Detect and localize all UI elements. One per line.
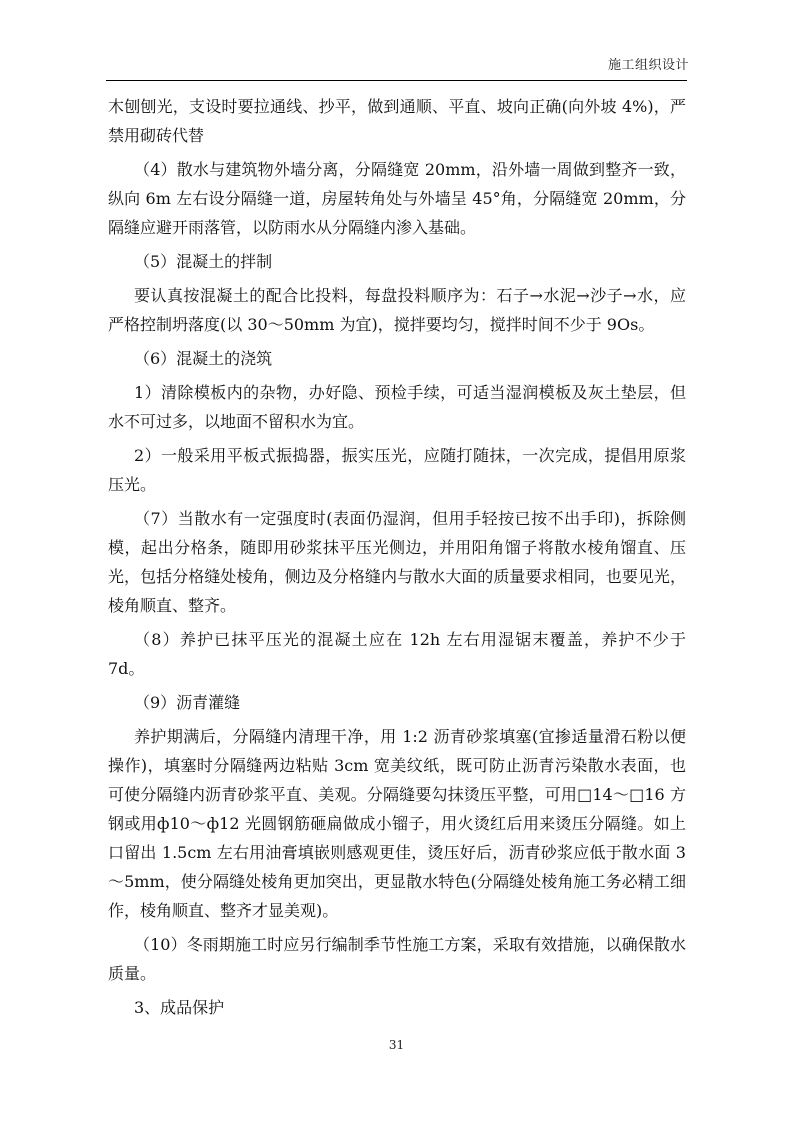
paragraph: 2）一般采用平板式振捣器，振实压光，应随打随抹，一次完成，提倡用原浆压光。 (108, 446, 686, 494)
section-heading: 3、成品保护 (134, 998, 225, 1017)
paragraph: 1）清除模板内的杂物，办好隐、预检手续，可适当湿润模板及灰土垫层，但水不可过多，以地面不留积水为宜。 (108, 383, 686, 431)
paragraph: 木刨刨光，支设时要拉通线、抄平，做到通顺、平直、坡向正确(向外坡 4%)，严禁用砌砖代替 (108, 97, 686, 145)
header-divider (106, 80, 687, 81)
page-number: 31 (388, 1038, 405, 1052)
paragraph: （8）养护已抹平压光的混凝土应在 12h 左右用湿锯末覆盖，养护不少于 7d。 (108, 630, 686, 678)
paragraph: （7）当散水有一定强度时(表面仍湿润，但用手轻按已按不出手印)，拆除侧模，起出分格条，随即用砂浆抹平压光侧边，并用阳角馏子将散水棱角馏直、压光，包括分格缝处棱角，侧边及分格缝内与散水大面的质量要求相同，也要见光，棱角顺直、整齐。 (108, 509, 686, 615)
paragraph: 养护期满后，分隔缝内清理干净，用 1:2 沥青砂浆填塞(宜掺适量滑石粉以便操作)，填塞时分隔缝两边粘贴 3cm 宽美纹纸，既可防止沥青污染散水表面，也可使分隔缝内沥青砂浆平直、美观。分隔缝要勾抹烫压平整，可用□14～□16 方钢或用ф10～ф12 光圆钢筋砸扁做成小镏子，用火烫红后用来烫压分隔缝。如上口留出 1.5cm 左右用油膏填嵌则感观更佳，烫压好后，沥青砂浆应低于散水面 3～5mm，使分隔缝处棱角更加突出，更显散水特色(分隔缝处棱角施工务必精工细作，棱角顺直、整齐才显美观)。 (108, 727, 686, 920)
paragraph: 要认真按混凝土的配合比投料，每盘投料顺序为：石子→水泥→沙子→水，应严格控制坍落度(以 30～50mm 为宜)，搅拌要均匀，搅拌时间不少于 9Os。 (108, 286, 686, 334)
section-heading: （6）混凝土的浇筑 (134, 349, 273, 368)
paragraph: （4）散水与建筑物外墙分离，分隔缝宽 20mm，沿外墙一周做到整齐一致，纵向 6m 左右设分隔缝一道，房屋转角处与外墙呈 45°角，分隔缝宽 20mm，分隔缝应避开雨落管，以防雨水从分隔缝内渗入基础。 (108, 160, 686, 237)
document-body (108, 92, 686, 1027)
paragraph: （10）冬雨期施工时应另行编制季节性施工方案，采取有效措施，以确保散水质量。 (108, 935, 686, 983)
section-heading: （9）沥青灌缝 (134, 693, 241, 712)
section-heading: （5）混凝土的拌制 (134, 252, 273, 271)
header-title: 施工组织设计 (607, 58, 689, 73)
